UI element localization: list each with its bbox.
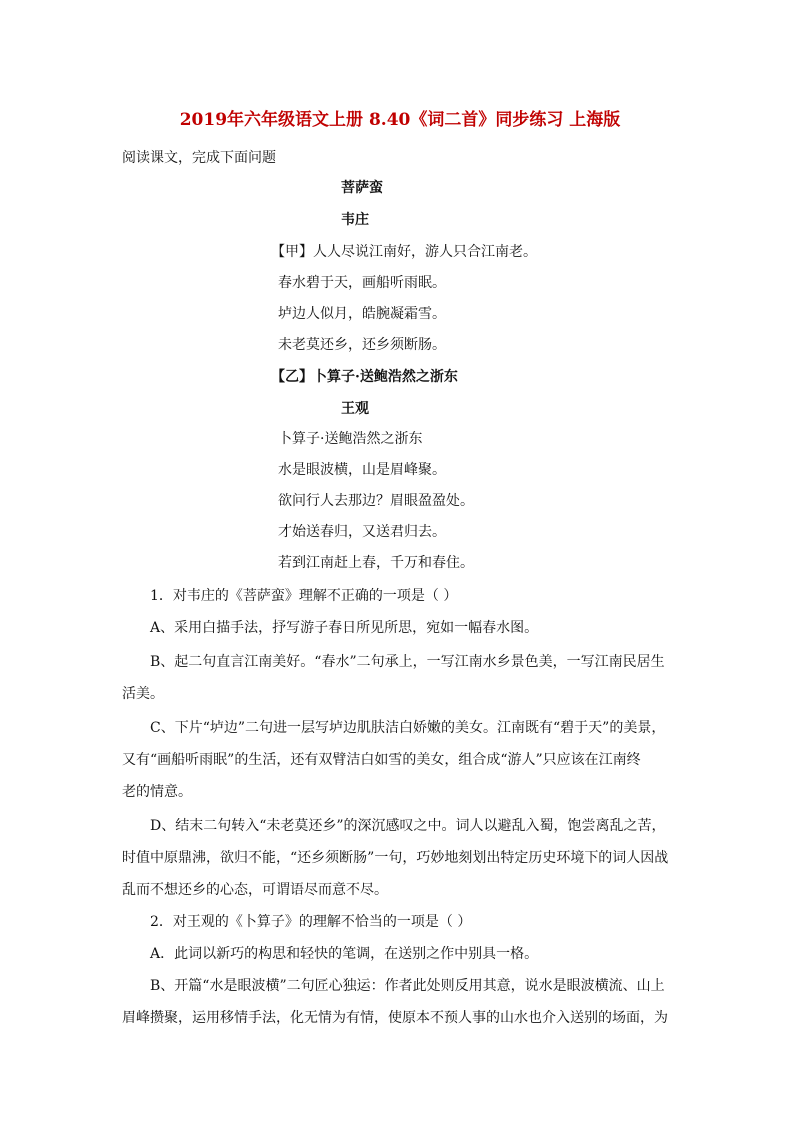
poem-b-line: 才始送春归，又送君归去。 bbox=[278, 524, 446, 540]
question-option-cont: 时值中原鼎沸，欲归不能，“还乡须断肠”一句，巧妙地刻划出特定历史环境下的词人因战 bbox=[122, 850, 669, 866]
question-stem: 2．对王观的《卜算子》的理解不恰当的一项是（ ） bbox=[150, 914, 472, 930]
question-option: B、开篇“水是眼波横”二句匠心独运：作者此处则反用其意，说水是眼波横流、山上 bbox=[150, 978, 665, 994]
poem-a-line: 【甲】人人尽说江南好，游人只合江南老。 bbox=[271, 244, 537, 260]
poem-a-line: 春水碧于天，画船听雨眠。 bbox=[278, 275, 446, 291]
poem-a-line: 未老莫还乡，还乡须断肠。 bbox=[278, 337, 446, 353]
poem-b-title: 【乙】卜算子·送鲍浩然之浙东 bbox=[271, 369, 458, 385]
instruction-text: 阅读课文，完成下面问题 bbox=[122, 150, 276, 166]
question-option: A．此词以新巧的构思和轻快的笔调，在送别之作中别具一格。 bbox=[150, 946, 539, 962]
question-option: B、起二句直言江南美好。“春水”二句承上，一写江南水乡景色美，一写江南民居生 bbox=[150, 654, 665, 670]
document-title: 2019年六年级语文上册 8.40《词二首》同步练习 上海版 bbox=[179, 110, 621, 130]
question-option-cont: 活美。 bbox=[122, 686, 164, 702]
poem-b-line: 卜算子·送鲍浩然之浙东 bbox=[278, 431, 423, 447]
question-option: A、采用白描手法，抒写游子春日所见所思，宛如一幅春水图。 bbox=[150, 620, 539, 636]
poem-b-line: 欲问行人去那边？眉眼盈盈处。 bbox=[278, 493, 474, 509]
question-option-cont: 又有“画船听雨眠”的生活，还有双臂洁白如雪的美女，组合成“游人”只应该在江南终 bbox=[122, 752, 641, 768]
question-option-cont: 老的情意。 bbox=[122, 784, 192, 800]
question-stem: 1．对韦庄的《菩萨蛮》理解不正确的一项是（ ） bbox=[150, 588, 458, 604]
question-option: D、结末二句转入“未老莫还乡”的深沉感叹之中。词人以避乱入蜀，饱尝离乱之苦， bbox=[150, 818, 666, 834]
question-option: C、下片“垆边”二句进一层写垆边肌肤洁白娇嫩的美女。江南既有“碧于天”的美景， bbox=[150, 720, 666, 736]
poem-b-line: 水是眼波横，山是眉峰聚。 bbox=[278, 462, 446, 478]
poem-b-line: 若到江南赶上春，千万和春住。 bbox=[278, 555, 474, 571]
poem-a-title: 菩萨蛮 bbox=[341, 180, 383, 196]
poem-a-author: 韦庄 bbox=[341, 212, 369, 228]
question-option-cont: 乱而不想还乡的心态，可谓语尽而意不尽。 bbox=[122, 882, 388, 898]
question-option-cont: 眉峰攒聚，运用移情手法，化无情为有情，使原本不预人事的山水也介入送别的场面，为 bbox=[122, 1010, 668, 1026]
poem-a-line: 垆边人似月，皓腕凝霜雪。 bbox=[278, 306, 446, 322]
poem-b-author: 王观 bbox=[341, 401, 369, 417]
